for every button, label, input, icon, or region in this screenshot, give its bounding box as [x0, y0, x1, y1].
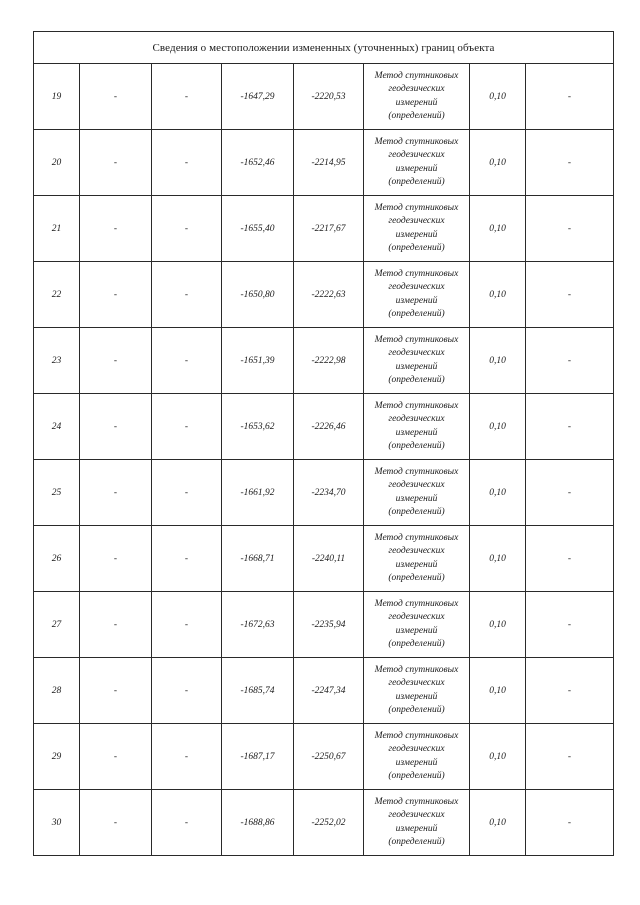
method-line: измерений — [395, 361, 438, 372]
method-cell — [364, 724, 470, 790]
point-description-cell: - — [526, 130, 614, 196]
point-description-cell: - — [526, 592, 614, 658]
point-description-cell: - — [526, 262, 614, 328]
new-y-cell: -2234,70 — [294, 460, 364, 526]
new-x-cell: -1688,86 — [222, 790, 294, 856]
method-line: Метод спутниковых — [374, 400, 459, 411]
method-line: (определений) — [388, 309, 445, 319]
old-y-cell: - — [152, 724, 222, 790]
new-y-cell: -2226,46 — [294, 394, 364, 460]
point-description-cell: - — [526, 64, 614, 130]
old-x-cell: - — [80, 658, 152, 724]
accuracy-cell: 0,10 — [470, 790, 526, 856]
point-description-cell: - — [526, 328, 614, 394]
method-cell — [364, 790, 470, 856]
method-line: геодезических — [388, 216, 445, 226]
point-number-cell: 21 — [34, 196, 80, 262]
old-y-cell: - — [152, 130, 222, 196]
new-y-cell: -2240,11 — [294, 526, 364, 592]
point-description-cell: - — [526, 196, 614, 262]
method-cell — [364, 394, 470, 460]
method-line: Метод спутниковых — [374, 664, 459, 675]
method-line: (определений) — [388, 639, 445, 649]
method-line: Метод спутниковых — [374, 532, 459, 543]
old-x-cell: - — [80, 460, 152, 526]
method-line: геодезических — [388, 348, 445, 358]
old-y-cell: - — [152, 64, 222, 130]
point-number-cell: 25 — [34, 460, 80, 526]
old-x-cell: - — [80, 526, 152, 592]
accuracy-cell: 0,10 — [470, 64, 526, 130]
new-x-cell: -1652,46 — [222, 130, 294, 196]
new-y-cell: -2247,34 — [294, 658, 364, 724]
new-x-cell: -1647,29 — [222, 64, 294, 130]
method-cell — [364, 196, 470, 262]
new-y-cell: -2220,53 — [294, 64, 364, 130]
accuracy-cell: 0,10 — [470, 262, 526, 328]
accuracy-cell: 0,10 — [470, 592, 526, 658]
table-row — [34, 394, 614, 460]
old-x-cell: - — [80, 328, 152, 394]
table-body — [34, 64, 614, 856]
new-y-cell: -2214,95 — [294, 130, 364, 196]
new-x-cell: -1687,17 — [222, 724, 294, 790]
method-line: (определений) — [388, 573, 445, 583]
old-x-cell: - — [80, 394, 152, 460]
old-x-cell: - — [80, 64, 152, 130]
table-row — [34, 196, 614, 262]
new-x-cell: -1651,39 — [222, 328, 294, 394]
old-y-cell: - — [152, 526, 222, 592]
old-x-cell: - — [80, 724, 152, 790]
method-line: Метод спутниковых — [374, 598, 459, 609]
method-cell — [364, 658, 470, 724]
point-description-cell: - — [526, 724, 614, 790]
method-line: Метод спутниковых — [374, 268, 459, 279]
method-line: геодезических — [388, 678, 445, 688]
new-y-cell: -2217,67 — [294, 196, 364, 262]
point-number-cell: 30 — [34, 790, 80, 856]
point-number-cell: 23 — [34, 328, 80, 394]
point-number-cell: 26 — [34, 526, 80, 592]
old-y-cell: - — [152, 592, 222, 658]
new-y-cell: -2222,98 — [294, 328, 364, 394]
point-description-cell: - — [526, 460, 614, 526]
point-description-cell: - — [526, 790, 614, 856]
new-y-cell: -2222,63 — [294, 262, 364, 328]
method-line: геодезических — [388, 612, 445, 622]
point-number-cell: 29 — [34, 724, 80, 790]
table-row — [34, 460, 614, 526]
old-y-cell: - — [152, 394, 222, 460]
method-line: геодезических — [388, 282, 445, 292]
method-line: геодезических — [388, 810, 445, 820]
method-line: измерений — [395, 97, 438, 108]
method-line: Метод спутниковых — [374, 796, 459, 807]
old-x-cell: - — [80, 196, 152, 262]
point-number-cell: 22 — [34, 262, 80, 328]
accuracy-cell: 0,10 — [470, 328, 526, 394]
method-line: (определений) — [388, 375, 445, 385]
method-line: (определений) — [388, 837, 445, 847]
method-line: Метод спутниковых — [374, 730, 459, 741]
old-x-cell: - — [80, 592, 152, 658]
method-line: геодезических — [388, 84, 445, 94]
accuracy-cell: 0,10 — [470, 460, 526, 526]
table-row — [34, 526, 614, 592]
point-number-cell: 28 — [34, 658, 80, 724]
method-line: (определений) — [388, 507, 445, 517]
method-line: измерений — [395, 625, 438, 636]
method-line: геодезических — [388, 414, 445, 424]
accuracy-cell: 0,10 — [470, 658, 526, 724]
method-line: Метод спутниковых — [374, 334, 459, 345]
old-x-cell: - — [80, 130, 152, 196]
method-line: измерений — [395, 823, 438, 834]
method-line: измерений — [395, 757, 438, 768]
point-number-cell: 20 — [34, 130, 80, 196]
old-y-cell: - — [152, 460, 222, 526]
table-row — [34, 262, 614, 328]
method-line: (определений) — [388, 243, 445, 253]
method-line: (определений) — [388, 441, 445, 451]
table-row — [34, 328, 614, 394]
method-line: измерений — [395, 691, 438, 702]
old-y-cell: - — [152, 196, 222, 262]
table-row — [34, 592, 614, 658]
new-x-cell: -1661,92 — [222, 460, 294, 526]
method-line: Метод спутниковых — [374, 136, 459, 147]
method-line: геодезических — [388, 546, 445, 556]
method-line: (определений) — [388, 771, 445, 781]
table-title: Сведения о местоположении измененных (уточненных) границ объекта — [34, 32, 614, 64]
accuracy-cell: 0,10 — [470, 130, 526, 196]
old-y-cell: - — [152, 790, 222, 856]
method-cell — [364, 328, 470, 394]
boundary-coordinates-table — [33, 31, 614, 856]
table-row — [34, 130, 614, 196]
table-row — [34, 790, 614, 856]
new-x-cell: -1685,74 — [222, 658, 294, 724]
method-line: геодезических — [388, 150, 445, 160]
table-row — [34, 724, 614, 790]
point-number-cell: 19 — [34, 64, 80, 130]
old-x-cell: - — [80, 790, 152, 856]
method-cell — [364, 460, 470, 526]
method-line: измерений — [395, 163, 438, 174]
method-cell — [364, 526, 470, 592]
point-number-cell: 24 — [34, 394, 80, 460]
method-cell — [364, 64, 470, 130]
new-x-cell: -1672,63 — [222, 592, 294, 658]
accuracy-cell: 0,10 — [470, 196, 526, 262]
accuracy-cell: 0,10 — [470, 724, 526, 790]
method-line: измерений — [395, 229, 438, 240]
point-description-cell: - — [526, 526, 614, 592]
point-number-cell: 27 — [34, 592, 80, 658]
method-line: геодезических — [388, 480, 445, 490]
method-line: Метод спутниковых — [374, 70, 459, 81]
method-line: измерений — [395, 295, 438, 306]
method-line: измерений — [395, 493, 438, 504]
method-line: Метод спутниковых — [374, 466, 459, 477]
table-row — [34, 64, 614, 130]
new-x-cell: -1655,40 — [222, 196, 294, 262]
new-y-cell: -2252,02 — [294, 790, 364, 856]
point-description-cell: - — [526, 658, 614, 724]
old-y-cell: - — [152, 262, 222, 328]
method-line: геодезических — [388, 744, 445, 754]
method-cell — [364, 130, 470, 196]
method-line: измерений — [395, 559, 438, 570]
new-y-cell: -2235,94 — [294, 592, 364, 658]
old-y-cell: - — [152, 658, 222, 724]
method-cell — [364, 592, 470, 658]
accuracy-cell: 0,10 — [470, 394, 526, 460]
accuracy-cell: 0,10 — [470, 526, 526, 592]
table-row — [34, 658, 614, 724]
method-line: (определений) — [388, 177, 445, 187]
new-y-cell: -2250,67 — [294, 724, 364, 790]
old-y-cell: - — [152, 328, 222, 394]
old-x-cell: - — [80, 262, 152, 328]
point-description-cell: - — [526, 394, 614, 460]
new-x-cell: -1650,80 — [222, 262, 294, 328]
method-cell — [364, 262, 470, 328]
method-line: измерений — [395, 427, 438, 438]
new-x-cell: -1653,62 — [222, 394, 294, 460]
method-line: (определений) — [388, 705, 445, 715]
method-line: (определений) — [388, 111, 445, 121]
new-x-cell: -1668,71 — [222, 526, 294, 592]
method-line: Метод спутниковых — [374, 202, 459, 213]
